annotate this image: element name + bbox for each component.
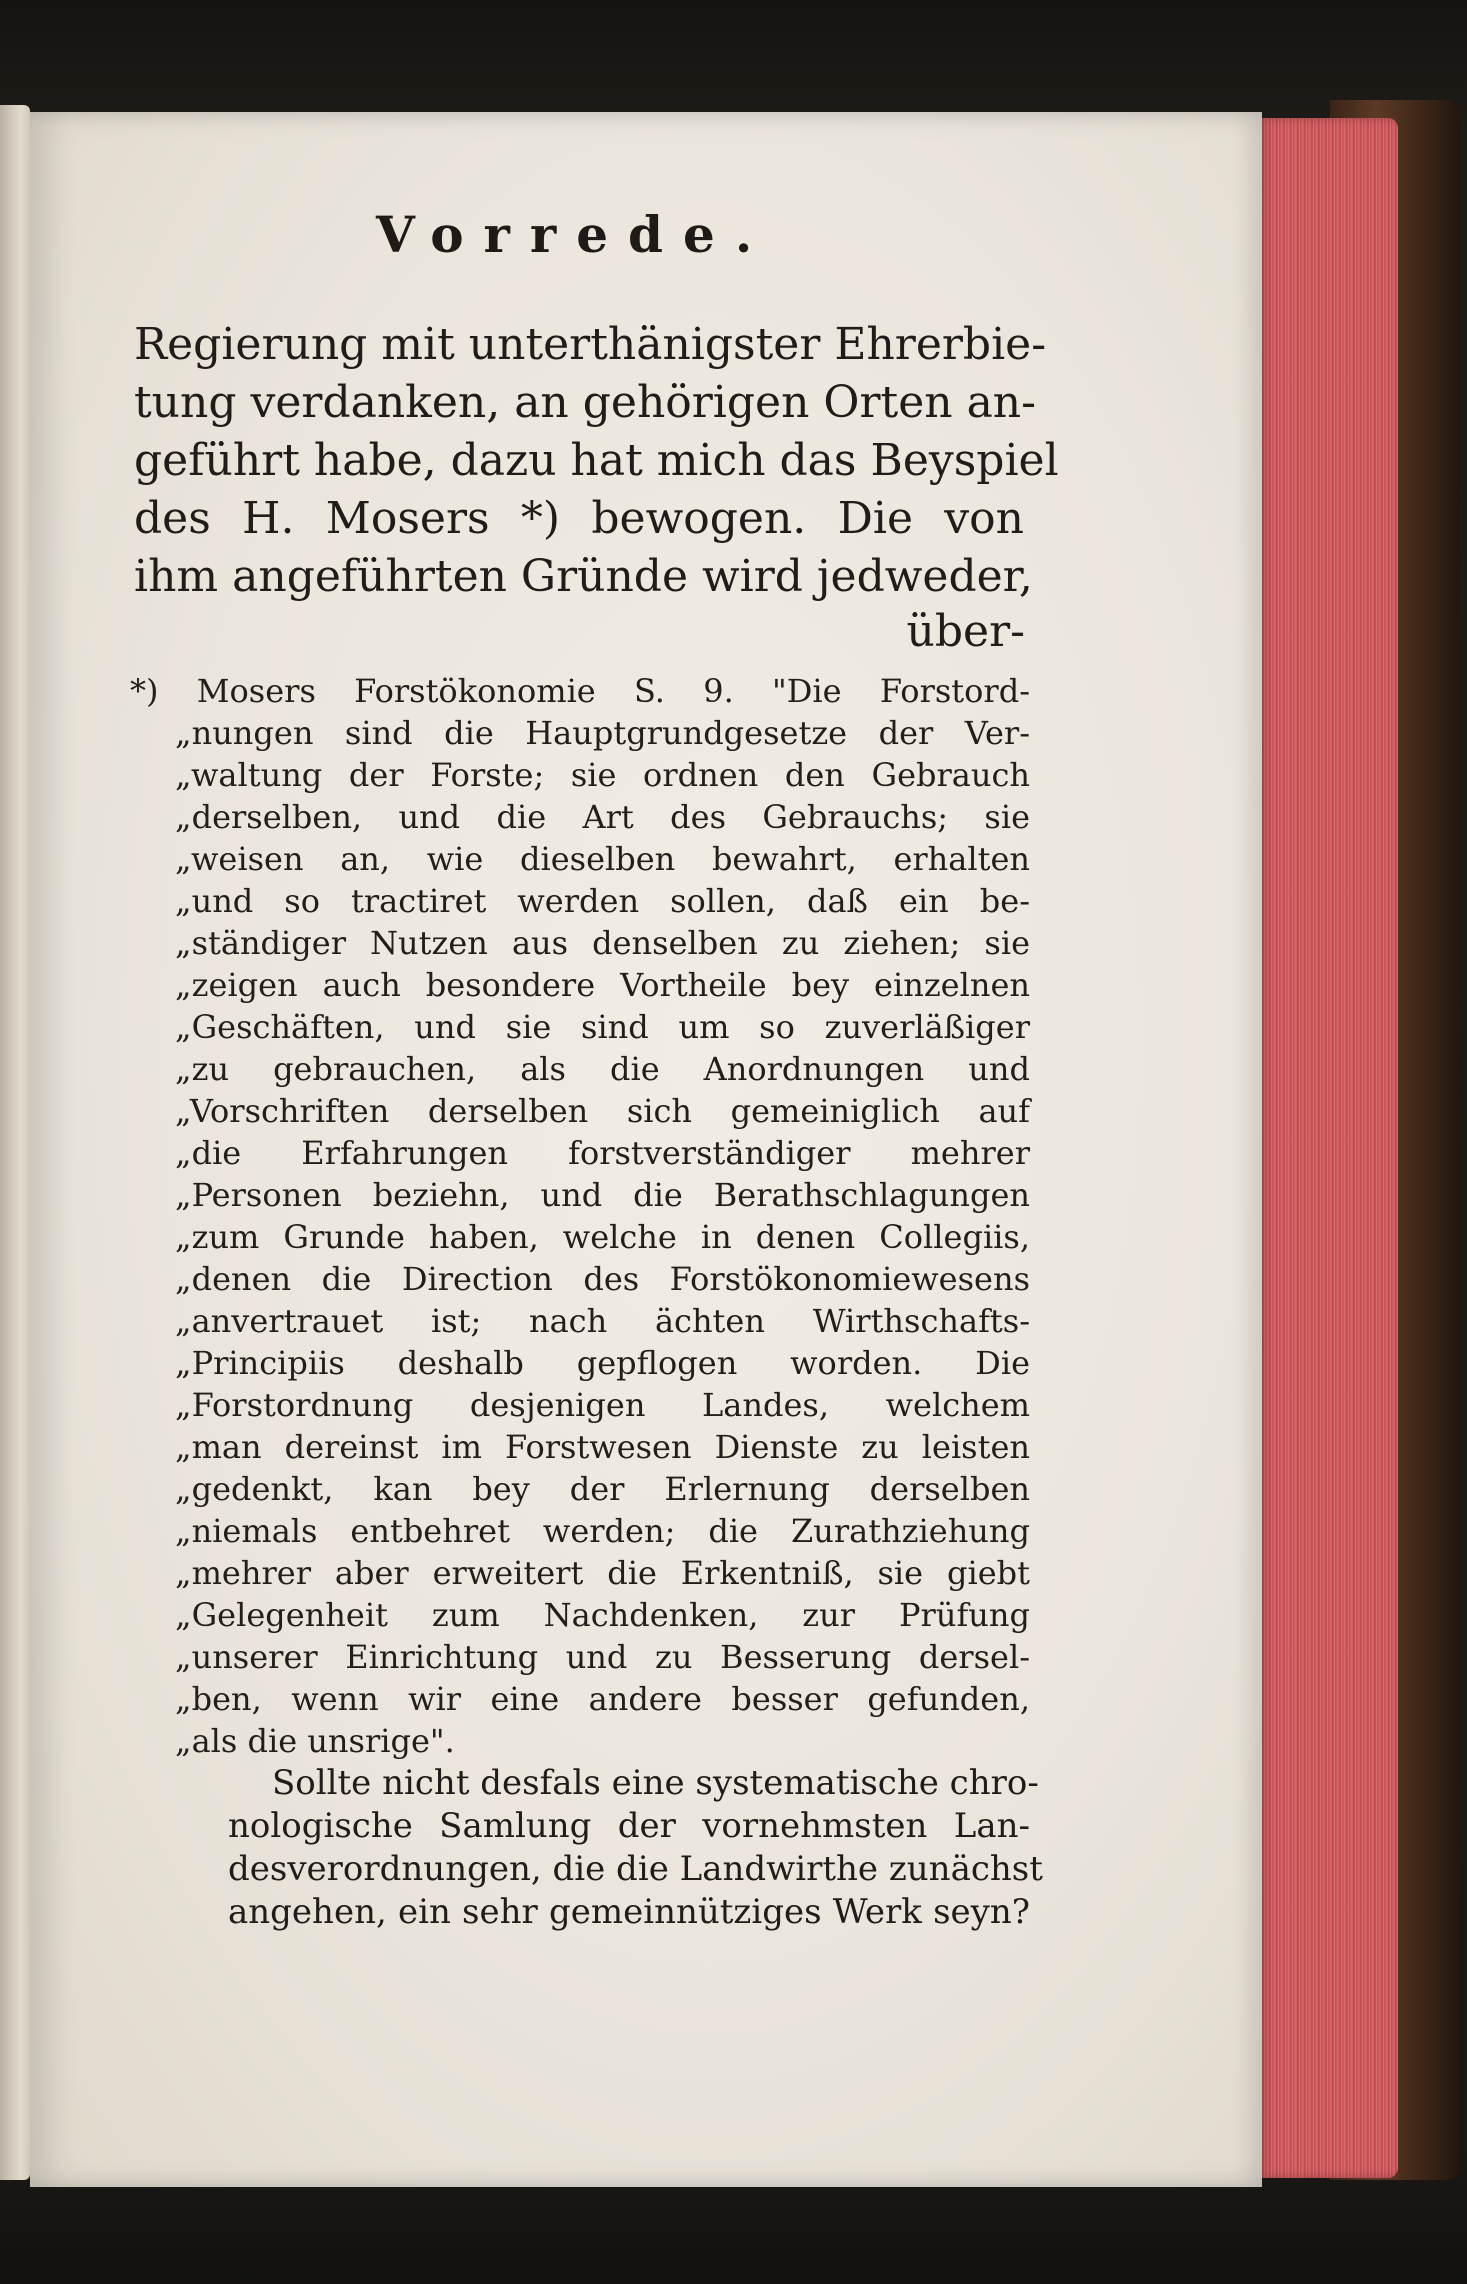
footnote-line: „Principiis deshalb gepflogen worden. Die	[175, 1344, 1030, 1382]
paragraph-line: angehen, ein sehr gemeinnütziges Werk seyn?	[228, 1892, 1030, 1932]
footnote-line: „zeigen auch besondere Vortheile bey einzelnen	[175, 966, 1030, 1004]
footnote	[130, 670, 1030, 1762]
footnote-line: „gedenkt, kan bey der Erlernung derselben	[175, 1470, 1030, 1508]
footnote-line: „niemals entbehret werden; die Zurathziehung	[175, 1512, 1030, 1550]
text-line: ihm angeführten Gründe wird jedweder,	[134, 551, 1033, 602]
footnote-line: „ben, wenn wir eine andere besser gefunden,	[175, 1680, 1030, 1718]
text-line: tung verdanken, an gehörigen Orten an-	[134, 377, 1036, 428]
text-line: geführt habe, dazu hat mich das Beyspiel	[134, 435, 1059, 486]
footnote-line: „nungen sind die Hauptgrundgesetze der Ver-	[175, 714, 1030, 752]
footnote-line: „waltung der Forste; sie ordnen den Gebrauch	[175, 756, 1030, 794]
paragraph-line: Sollte nicht desfals eine systematische chro-	[272, 1763, 1039, 1803]
footnote-line: „mehrer aber erweitert die Erkentniß, sie giebt	[175, 1554, 1030, 1592]
text-line: Regierung mit unterthänigster Ehrerbie-	[134, 319, 1047, 370]
footnote-line: *) Mosers Forstökonomie S. 9. "Die Forstord-	[130, 672, 1030, 710]
page-edges-red	[1258, 118, 1398, 2178]
footnote-line: „derselben, und die Art des Gebrauchs; sie	[175, 798, 1030, 836]
closing-paragraph	[228, 1762, 1043, 1934]
footnote-line: „Forstordnung desjenigen Landes, welchem	[175, 1386, 1030, 1424]
footnote-line: „als die unsrige".	[175, 1722, 455, 1760]
footnote-line: „Gelegenheit zum Nachdenken, zur Prüfung	[175, 1596, 1030, 1634]
text-line: des H. Mosers *) bewogen. Die von	[134, 493, 1024, 544]
paragraph-line: nologische Samlung der vornehmsten Lan-	[228, 1806, 1030, 1846]
catchword: über-	[906, 606, 1025, 657]
footnote-line: „ständiger Nutzen aus denselben zu ziehen; sie	[175, 924, 1030, 962]
footnote-line: „unserer Einrichtung und zu Besserung dersel-	[175, 1638, 1030, 1676]
footnote-line: „und so tractiret werden sollen, daß ein be-	[175, 882, 1030, 920]
running-head: Vorrede.	[376, 205, 773, 264]
footnote-line: „zum Grunde haben, welche in denen Collegiis,	[175, 1218, 1030, 1256]
main-text	[134, 316, 1059, 606]
footnote-line: „weisen an, wie dieselben bewahrt, erhalten	[175, 840, 1030, 878]
footnote-line: „Geschäften, und sie sind um so zuverläßiger	[175, 1008, 1030, 1046]
footnote-line: „denen die Direction des Forstökonomiewesens	[175, 1260, 1030, 1298]
footnote-line: „Vorschriften derselben sich gemeiniglich auf	[175, 1092, 1030, 1130]
footnote-line: „anvertrauet ist; nach ächten Wirthschafts-	[175, 1302, 1030, 1340]
footnote-line: „Personen beziehn, und die Berathschlagungen	[175, 1176, 1030, 1214]
facing-page-edge	[0, 105, 30, 2180]
paragraph-line: desverordnungen, die die Landwirthe zunächst	[228, 1849, 1043, 1889]
footnote-line: „zu gebrauchen, als die Anordnungen und	[175, 1050, 1030, 1088]
footnote-line: „die Erfahrungen forstverständiger mehrer	[175, 1134, 1030, 1172]
footnote-line: „man dereinst im Forstwesen Dienste zu leisten	[175, 1428, 1030, 1466]
